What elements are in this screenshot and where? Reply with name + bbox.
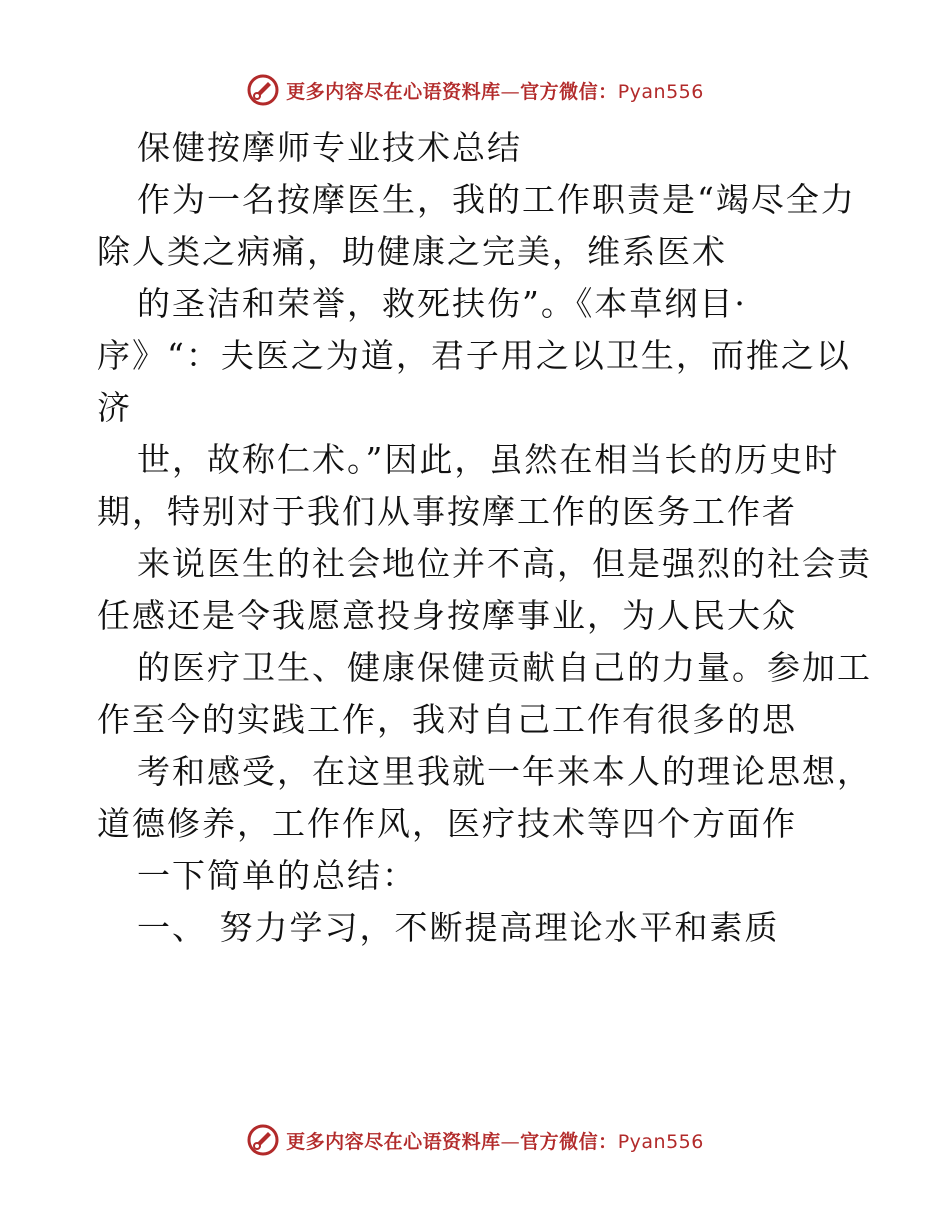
body-line: 任感还是令我愿意投身按摩事业，为人民大众 <box>97 596 797 635</box>
header-wechat-label: 官方微信： <box>520 80 618 103</box>
footer-dash: — <box>500 1130 521 1153</box>
header-wechat-id: Pyan556 <box>617 80 704 103</box>
footer-wechat-id: Pyan556 <box>617 1130 704 1153</box>
body-line: 济 <box>97 388 132 427</box>
footer-wechat-label: 官方微信： <box>520 1130 618 1153</box>
body-line: 作至今的实践工作，我对自己工作有很多的思 <box>97 700 797 739</box>
section-heading: 一、 努力学习，不断提高理论水平和素质 <box>137 908 780 947</box>
body-line: 道德修养，工作作风，医疗技术等四个方面作 <box>97 804 797 843</box>
header-banner <box>0 70 950 110</box>
body-line: 序》“：夫医之为道，君子用之以卫生，而推之以 <box>97 336 851 375</box>
body-line: 期，特别对于我们从事按摩工作的医务工作者 <box>97 492 797 531</box>
footer-banner <box>0 1120 950 1160</box>
body-line: 作为一名按摩医生，我的工作职责是“竭尽全力 <box>137 180 856 219</box>
document-body <box>97 122 872 954</box>
body-line: 考和感受，在这里我就一年来本人的理论思想， <box>137 752 872 791</box>
footer-text <box>286 1127 704 1154</box>
seal-logo-icon <box>246 73 280 107</box>
seal-logo-icon <box>246 1123 280 1157</box>
body-line: 一下简单的总结： <box>137 856 417 895</box>
header-text <box>286 77 704 104</box>
header-brand: 更多内容尽在心语资料库 <box>286 80 501 103</box>
footer-brand: 更多内容尽在心语资料库 <box>286 1130 501 1153</box>
header-dash: — <box>500 80 521 103</box>
body-line: 的医疗卫生、健康保健贡献自己的力量。参加工 <box>137 648 872 687</box>
body-line: 来说医生的社会地位并不高，但是强烈的社会责 <box>137 544 872 583</box>
body-line: 世，故称仁术。”因此，虽然在相当长的历史时 <box>137 440 840 479</box>
body-line: 除人类之病痛，助健康之完美，维系医术 <box>97 232 727 271</box>
document-title: 保健按摩师专业技术总结 <box>137 128 522 167</box>
body-line: 的圣洁和荣誉，救死扶伤”。《本草纲目· <box>137 284 747 323</box>
